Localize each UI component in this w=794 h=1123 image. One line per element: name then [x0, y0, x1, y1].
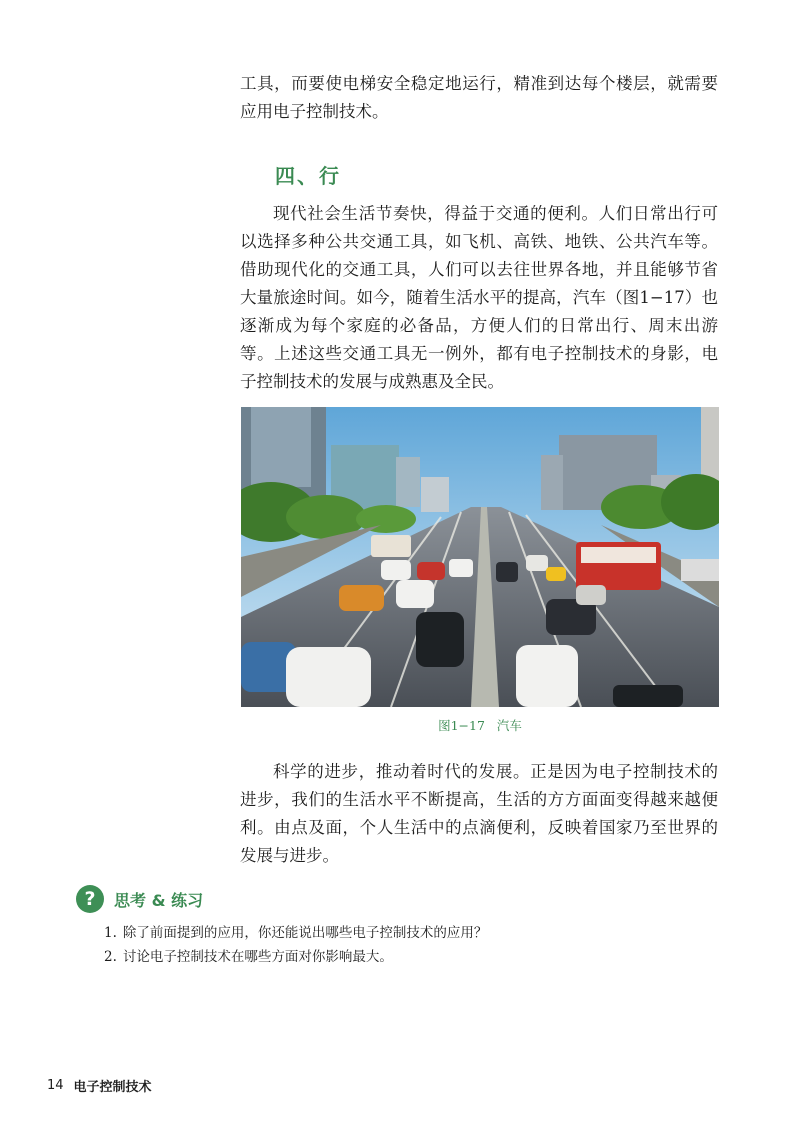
- page-number: 14: [47, 1078, 64, 1093]
- exercise-text: 讨论电子控制技术在哪些方面对你影响最大。: [122, 949, 393, 965]
- exercise-header: [76, 884, 203, 914]
- exercise-item: [104, 922, 487, 944]
- section-paragraph: 现代社会生活节奏快，得益于交通的便利。人们日常出行可以选择多种公共交通工具，如飞机、高铁、地铁、公共汽车等。借助现代化的交通工具，人们可以去往世界各地，并且能够节省大量旅途时间。如今，随着生活水平的提高，汽车（图1−17）也逐渐成为每个家庭的必备品，方便人们的日常出行、周末出游等。上述这些交通工具无一例外，都有电子控制技术的身影，电子控制技术的发展与成熟惠及全民。: [240, 204, 718, 391]
- section-title: 四、行: [275, 164, 341, 188]
- progress-paragraph: 科学的进步，推动着时代的发展。正是因为电子控制技术的进步，我们的生活水平不断提高，生活的方方面面变得越来越便利。由点及面，个人生活中的点滴便利，反映着国家乃至世界的发展与进步。: [240, 762, 718, 865]
- exercise-number: 1.: [104, 925, 117, 941]
- exercise-text: 除了前面提到的应用，你还能说出哪些电子控制技术的应用？: [122, 925, 488, 941]
- exercise-item: [104, 946, 393, 968]
- figure-number: 图1−17: [438, 718, 485, 733]
- page-footer: [47, 1076, 152, 1095]
- intro-paragraph: 工具，而要使电梯安全稳定地运行，精准到达每个楼层，就需要应用电子控制技术。: [240, 74, 718, 121]
- figure-caption: [241, 716, 719, 734]
- exercise-title: 思考 & 练习: [114, 890, 204, 910]
- traffic-photo: [241, 407, 719, 707]
- book-title: 电子控制技术: [73, 1080, 152, 1095]
- figure-caption-text: 汽车: [496, 718, 522, 733]
- exercise-number: 2.: [104, 949, 117, 965]
- question-icon: ?: [76, 885, 104, 913]
